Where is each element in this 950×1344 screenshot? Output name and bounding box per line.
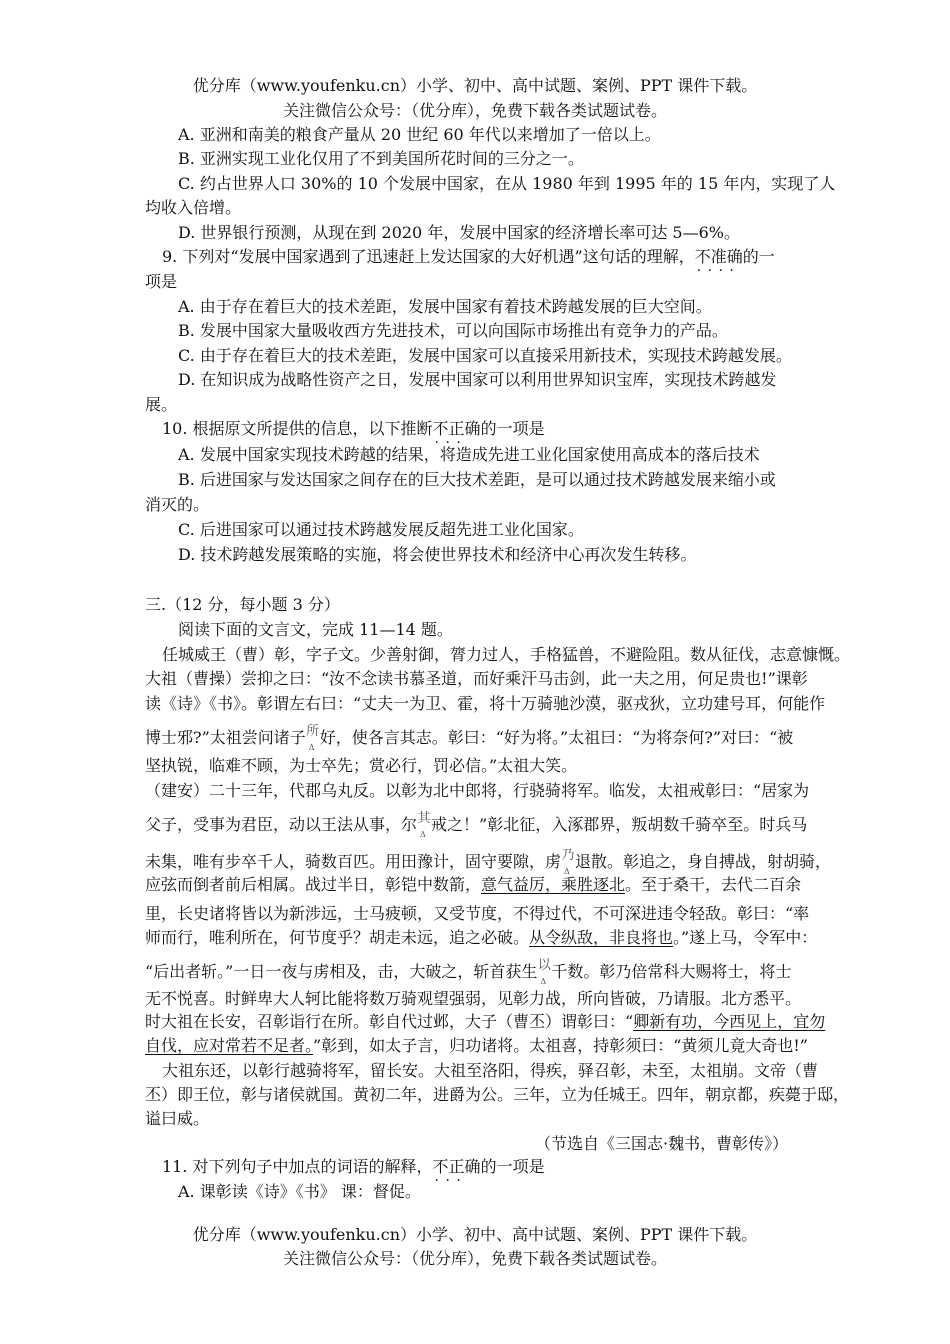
passage-line	[145, 808, 807, 836]
header-line-1: 优分库（www.youfenku.cn）小学、初中、高中试题、案例、PPT 课件下载。	[192, 76, 758, 95]
passage-line: 大祖（曹操）尝抑之曰：“汝不念读书慕圣道，而好乘汗马击剑，此一夫之用，何足贵也!”课彰	[145, 669, 808, 688]
passage-text: 千数。彰乃倍常科大赐将士，将士	[551, 962, 792, 981]
passage-text: 未集，唯有步卒千人，骑数百匹。用田豫计，固守要隙，虏	[145, 852, 562, 871]
q9-stem-emphasis: 不准确 · ·	[695, 247, 743, 266]
passage-source: （节选自《三国志·魏书，曹彰传》）	[535, 1134, 789, 1153]
marked-word: 乃 Δ	[561, 845, 575, 867]
q11-option-a: A. 课彰读《诗》《书》 课：督促。	[178, 1182, 421, 1201]
marked-word: 所 Δ	[306, 721, 320, 743]
marked-word: 其 Δ	[417, 808, 431, 830]
q8-option-c: C. 约占世界人口 30%的 10 个发展中国家，在从 1980 年到 1995 年的 15 年内，实现了人	[178, 174, 836, 193]
q10-option-b: B. 后进国家与发达国家之间存在的巨大技术差距，是可以通过技术跨越发展来缩小或	[178, 470, 776, 489]
passage-line	[145, 1035, 808, 1057]
passage-line: 里，长史诸将皆以为新涉远，士马疲顿，又受节度，不得过代，不可深进违令轻敌。彰曰：“率	[145, 904, 810, 923]
passage-text: 博士邪?”太祖尝问诸子	[145, 728, 306, 747]
underlined-sentence: 卿新有功，今西见上，宜勿	[633, 1012, 826, 1031]
passage-text: 戒之！”彰北征，入涿郡界，叛胡数千骑卒至。时兵马	[431, 815, 808, 834]
footer-line-2: 关注微信公众号：（优分库），免费下载各类试题试卷。	[282, 1249, 667, 1268]
q11-stem-end: 的一项是	[480, 1157, 545, 1176]
passage-text: 好，使各言其志。彰曰：“好为将。”太祖曰：“为将奈何?”对曰：“被	[319, 728, 794, 747]
q10-option-a: A. 发展中国家实现技术跨越的结果，将造成先进工业化国家使用高成本的落后技术	[178, 445, 760, 464]
q9-option-d: D. 在知识成为战略性资产之日，发展中国家可以利用世界知识宝库，实现技术跨越发	[178, 370, 777, 389]
q11-stem-emphasis: 不正确 · · ·	[433, 1157, 481, 1176]
passage-text: 。至于桑干，去代二百余	[625, 875, 802, 894]
q9-option-b: B. 发展中国家大量吸收西方先进技术，可以向国际市场推出有竞争力的产品。	[178, 321, 728, 340]
q10-stem-emphasis: 不正确 · · ·	[433, 419, 481, 438]
passage-line	[145, 1011, 825, 1033]
passage-line: 谥曰威。	[145, 1109, 210, 1128]
passage-line: 丕）即王位，彰与诸侯就国。黄初二年，进爵为公。三年，立为任城王。四年，朝京都，疾薨于邸，	[145, 1085, 850, 1104]
q10-stem	[162, 418, 545, 440]
q10-stem-end: 的一项是	[480, 419, 545, 438]
q9-stem-text: 9. 下列对“发展中国家遇到了迅速赶上发达国家的大好机遇”这句话的理解，	[162, 247, 695, 266]
passage-line: 任城威王（曹）彰，字子文。少善射御，膂力过人，手格猛兽，不避险阻。数从征伐，志意慷慨。	[162, 645, 851, 664]
passage-text: “后出者斩。”一日一夜与虏相及，击，大破之，斩首获生	[145, 962, 538, 981]
passage-line: 坚执锐，临难不顾，为士卒先；赏必行，罚必信。”太祖大笑。	[145, 756, 578, 775]
header-line-2: 关注微信公众号：（优分库），免费下载各类试题试卷。	[282, 101, 667, 120]
passage-line	[145, 927, 817, 949]
passage-line	[145, 874, 801, 896]
section-3-instruction: 阅读下面的文言文，完成 11—14 题。	[178, 620, 453, 639]
passage-line: （建安）二十三年，代郡乌丸反。以彰为北中郎将，行骁骑将军。临发，太祖戒彰曰：“居家为	[145, 781, 810, 800]
passage-text: 时大祖在长安，召彰诣行在所。彰自代过邺，大子（曹丕）谓彰曰：“	[145, 1012, 634, 1031]
footer-line-1: 优分库（www.youfenku.cn）小学、初中、高中试题、案例、PPT 课件下载。	[192, 1225, 758, 1244]
underlined-sentence: 意气益厉，乘胜逐北	[481, 875, 626, 894]
passage-line: 无不悦喜。时鲜卑大人轲比能将数万骑观望强弱，见彰力战，所向皆破，乃请服。北方悉平。	[145, 989, 802, 1008]
passage-line	[145, 955, 791, 983]
q8-option-a: A. 亚洲和南美的粮食产量从 20 世纪 60 年代以来增加了一倍以上。	[178, 125, 661, 144]
q9-option-d-cont: 展。	[145, 395, 178, 414]
passage-line	[145, 845, 831, 873]
q9-option-c: C. 由于存在着巨大的技术差距，发展中国家可以直接采用新技术，实现技术跨越发展。	[178, 346, 792, 365]
underlined-sentence: 从令纵敌，非良将也	[529, 928, 674, 947]
passage-line: 大祖东还，以彰行越骑将军，留长安。大祖至洛阳，得疾，驿召彰，未至，太祖崩。文帝（曹	[162, 1061, 819, 1080]
passage-line	[145, 721, 793, 749]
underlined-sentence: 自伐，应对常若不足者。	[145, 1036, 314, 1055]
q9-stem	[162, 246, 775, 268]
q10-stem-text: 10. 根据原文所提供的信息，以下推断	[162, 419, 433, 438]
passage-text: 应弦而倒者前后相属。战过半日，彰铠中数箭，	[145, 875, 482, 894]
q8-option-c-cont: 均收入倍增。	[145, 198, 242, 217]
marked-word: 以 Δ	[537, 955, 551, 977]
q11-stem-text: 11. 对下列句子中加点的词语的解释，	[162, 1157, 433, 1176]
passage-text: ”彰到，如太子言，归功诸将。太祖喜，持彰须曰：“黄须儿竟大奇也!”	[313, 1036, 808, 1055]
q8-option-d: D. 世界银行预测，从现在到 2020 年，发展中国家的经济增长率可达 5—6%。	[178, 223, 740, 242]
passage-line: 读《诗》《书》。彰谓左右曰：“丈夫一为卫、霍，将十万骑驰沙漠，驱戎狄，立功建号耳，何能作	[145, 694, 826, 713]
q9-stem-cont: 项是	[145, 272, 178, 291]
q9-stem-end: 的一	[742, 247, 775, 266]
q11-stem	[162, 1156, 545, 1178]
q10-option-b-cont: 消灭的。	[145, 495, 210, 514]
q9-option-a: A. 由于存在着巨大的技术差距，发展中国家有着技术跨越发展的巨大空间。	[178, 297, 712, 316]
passage-text: 。”遂上马，令军中：	[673, 928, 818, 947]
q10-option-d: D. 技术跨越发展策略的实施，将会使世界技术和经济中心再次发生转移。	[178, 545, 697, 564]
section-3-title: 三.（12 分，每小题 3 分）	[145, 595, 340, 614]
passage-text: 父子，受事为君臣，动以王法从事，尔	[145, 815, 418, 834]
passage-text: 退散。彰追之，身自搏战，射胡骑，	[575, 852, 832, 871]
passage-text: 师而行，唯利所在，何节度乎？胡走未远，追之必破。	[145, 928, 530, 947]
q8-option-b: B. 亚洲实现工业化仅用了不到美国所花时间的三分之一。	[178, 149, 584, 168]
q10-option-c: C. 后进国家可以通过技术跨越发展反超先进工业化国家。	[178, 520, 584, 539]
